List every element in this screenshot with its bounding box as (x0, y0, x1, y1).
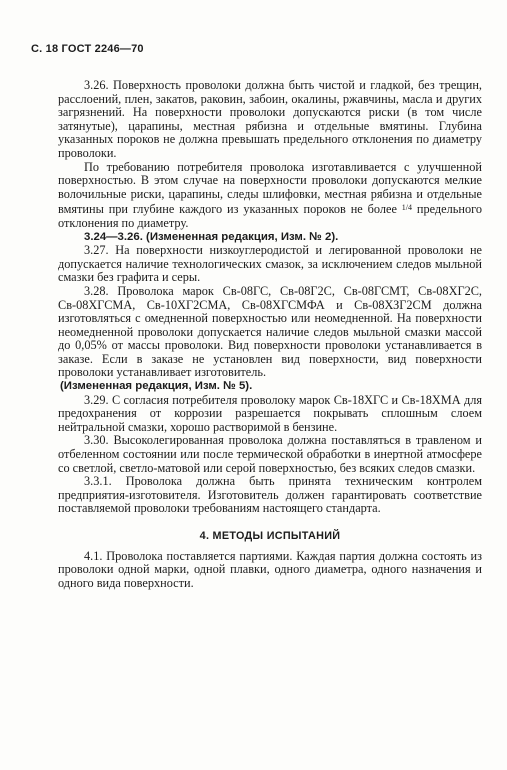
section-title-testing-methods: 4. МЕТОДЫ ИСПЫТАНИЙ (199, 530, 341, 542)
amendment-note-5: (Измененная редакция, Изм. № 5). (60, 380, 253, 393)
paragraph-3-3-1: 3.3.1. Проволока должна быть принята техническим контролем предприятия-изготовителя. Изготовитель должен гарантировать соответствие поставляемой проволоки требованиям настоящего стандарта. (58, 474, 482, 516)
paragraph-3-26-improved-text: По требованию потребителя проволока изготавливается с улучшенной поверхностью. В этом случае на поверхности проволоки допускаются мелкие волочильные риски, царапины, следы шлифовки, местная рябизна и отдельные вмятины при глубине каждого из указанных пороков не более (58, 159, 482, 217)
amendment-note-2: 3.24—3.26. (Измененная редакция, Изм. № 2). (84, 230, 339, 243)
paragraph-3-28: 3.28. Проволока марок Св-08ГС, Св-08Г2С, Св-08ГСМТ, Св-08ХГ2С, Св-08ХГСМА, Св-10ХГ2СМА, Св-08ХГСМФА и Св-08ХЗГ2СМ должна изготовляться с омедненной поверхностью или неомедненной. На поверхности неомедненной проволоки допускается наличие следов мыльной смазки массой до 0,05% от массы проволоки. Вид поверхности проволоки устанавливается в заказе. Если в заказе не установлен вид поверхности, вид поверхности проволоки устанавливает изготовитель. (58, 283, 482, 380)
paragraph-4-1: 4.1. Проволока поставляется партиями. Каждая партия должна состоять из проволоки одной марки, одной плавки, одного диаметра, одного назначения и одного вида поверхности. (58, 548, 482, 590)
fraction-one-quarter: 1/4 (401, 203, 413, 213)
page-header: С. 18 ГОСТ 2246—70 (31, 43, 144, 55)
paragraph-3-30: 3.30. Высоколегированная проволока должна поставляться в травленом и отбеленном состоянии или после термической обработки в инертной атмосфере со светлой, светло-матовой или серой поверхностью, без всяких следов смазки. (58, 433, 482, 475)
document-body (58, 79, 482, 590)
paragraph-3-27: 3.27. На поверхности низкоуглеродистой и легированной проволоки не допускается наличие технологических смазок, за исключением следов мыльной смазки без графита и серы. (58, 243, 482, 285)
paragraph-3-26-improved-surface (58, 161, 482, 231)
paragraph-3-29: 3.29. С согласия потребителя проволоку марок Св-18ХГС и Св-18ХМА для предохранения от коррозии разрешается покрывать сплошным слоем нейтральной смазки, хорошо растворимой в бензине. (58, 392, 482, 434)
paragraph-3-26-improved-tail: предельного отклонения по диаметру. (58, 202, 482, 230)
paragraph-3-26: 3.26. Поверхность проволоки должна быть чистой и гладкой, без трещин, расслоений, плен, закатов, раковин, забоин, окалины, ржавчины, масла и других загрязнений. На поверхности проволоки допускаются риски (в том числе затянутые), царапины, местная рябизна и отдельные вмятины. Глубина указанных пороков не должна превышать предельного отклонения по диаметру проволоки. (58, 78, 482, 160)
